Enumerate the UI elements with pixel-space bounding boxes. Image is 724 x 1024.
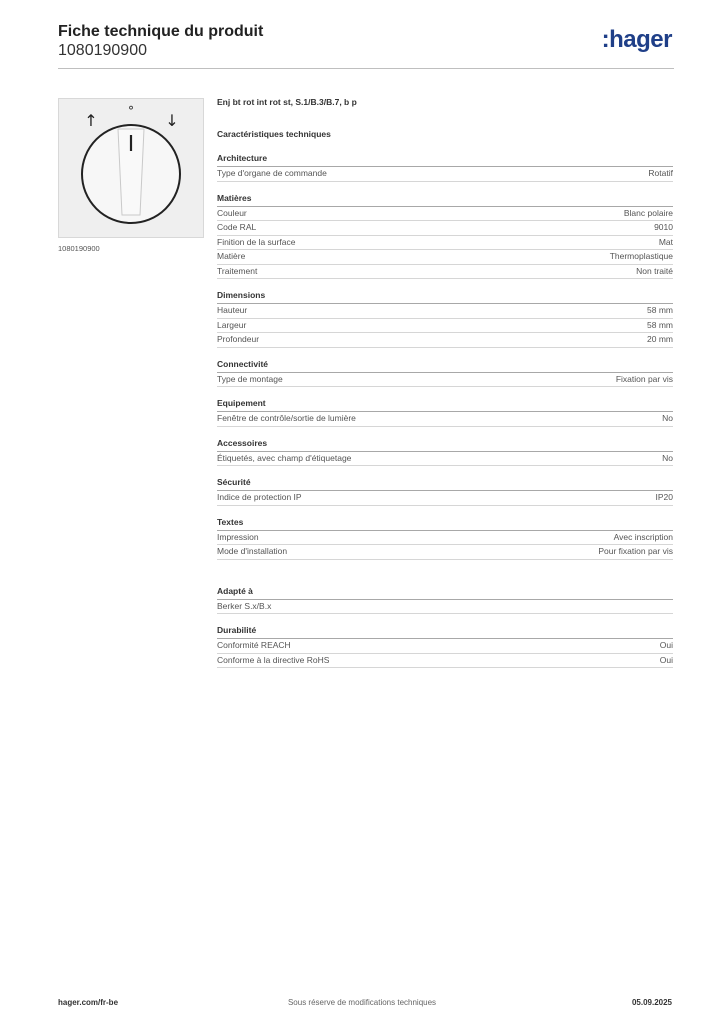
spec-key: Traitement (217, 265, 258, 276)
spec-heading: Caractéristiques techniques (217, 129, 331, 139)
section-title: Equipement (217, 398, 673, 412)
spec-key: Conforme à la directive RoHS (217, 654, 330, 665)
spec-value: Thermoplastique (609, 251, 673, 261)
spec-key: Indice de protection IP (217, 492, 302, 502)
section-title: Matières (217, 193, 673, 207)
zero-position-icon: ° (128, 104, 134, 118)
spec-value: Avec inscription (613, 531, 673, 542)
spec-section (217, 153, 673, 182)
spec-row (217, 654, 673, 669)
section-title: Architecture (217, 153, 673, 167)
spec-section (217, 359, 673, 388)
spec-row (217, 412, 673, 427)
spec-sections (217, 153, 673, 560)
spec-value: Pour fixation par vis (598, 546, 673, 556)
page-title: Fiche technique du produit (58, 23, 264, 40)
spec-section (217, 290, 673, 348)
spec-row (217, 545, 673, 560)
footer-date: 05.09.2025 (631, 998, 672, 1007)
spec-value: 58 mm (647, 305, 673, 315)
spec-row (217, 304, 673, 319)
spec-section (217, 398, 673, 427)
spec-key: Impression (217, 531, 259, 542)
spec-key: Type d'organe de commande (217, 168, 327, 178)
section-title: Textes (217, 517, 673, 531)
spec-row (217, 452, 673, 467)
spec-row (217, 639, 673, 654)
spec-value: Blanc polaire (623, 207, 673, 218)
section-title: Adapté à (217, 586, 673, 600)
footer-disclaimer: Sous réserve de modifications techniques (287, 998, 437, 1007)
spec-key: Largeur (217, 319, 247, 330)
spec-row (217, 221, 673, 236)
spec-value: Non traité (636, 265, 673, 276)
hager-logo: :hager (601, 26, 672, 53)
spec-key: Mode d'installation (217, 546, 288, 556)
spec-key: Type de montage (217, 373, 283, 384)
spec-value: 9010 (654, 222, 673, 232)
spec-key: Conformité REACH (217, 640, 291, 650)
spec-value: IP20 (655, 492, 673, 502)
arrow-up-icon: ↑ (84, 111, 98, 130)
document-number: 1080190900 (58, 42, 147, 59)
spec-row (217, 333, 673, 348)
spec-key: Matière (217, 251, 246, 261)
spec-row (217, 167, 673, 182)
spec-row (217, 600, 673, 615)
image-caption: 1080190900 (58, 244, 100, 253)
section-title: Connectivité (217, 359, 673, 373)
section-durabilite (217, 625, 673, 668)
spec-value: No (662, 452, 673, 463)
spec-section (217, 193, 673, 280)
spec-section (217, 517, 673, 560)
spec-key: Hauteur (217, 305, 248, 315)
spec-row (217, 236, 673, 251)
spec-key: Profondeur (217, 334, 260, 344)
section-title: Sécurité (217, 477, 673, 491)
section-title: Accessoires (217, 438, 673, 452)
header-divider (58, 68, 674, 69)
spec-section (217, 477, 673, 506)
spec-row (217, 250, 673, 265)
spec-value: Rotatif (648, 168, 673, 178)
spec-key: Étiquetés, avec champ d'étiquetage (217, 452, 352, 463)
product-name: Enj bt rot int rot st, S.1/B.3/B.7, b p (217, 97, 357, 107)
rotary-switch-illustration (59, 99, 203, 237)
spec-key: Finition de la surface (217, 236, 296, 247)
header (58, 22, 263, 60)
spec-key: Fenêtre de contrôle/sortie de lumière (217, 413, 356, 423)
spec-row (217, 207, 673, 222)
spec-content (217, 97, 673, 668)
spec-value: Fixation par vis (615, 373, 673, 384)
spec-row (217, 265, 673, 280)
spec-value: 58 mm (647, 319, 673, 330)
spec-value: No (662, 413, 673, 423)
section-adapte (217, 586, 673, 615)
spec-value: Oui (659, 654, 673, 665)
spec-row (217, 531, 673, 546)
spec-row (217, 491, 673, 506)
spec-row (217, 319, 673, 334)
section-title: Durabilité (217, 625, 673, 639)
spec-row (217, 373, 673, 388)
spec-key: Berker S.x/B.x (217, 600, 272, 611)
section-title: Dimensions (217, 290, 673, 304)
product-image (58, 98, 204, 238)
spec-value: Oui (659, 640, 673, 650)
arrow-down-icon: ↓ (165, 111, 179, 130)
spec-key: Code RAL (217, 222, 257, 232)
spec-key: Couleur (217, 207, 247, 218)
spec-value: 20 mm (647, 334, 673, 344)
footer-website[interactable]: hager.com/fr-be (58, 998, 119, 1007)
spec-section (217, 438, 673, 467)
spec-value: Mat (658, 236, 673, 247)
